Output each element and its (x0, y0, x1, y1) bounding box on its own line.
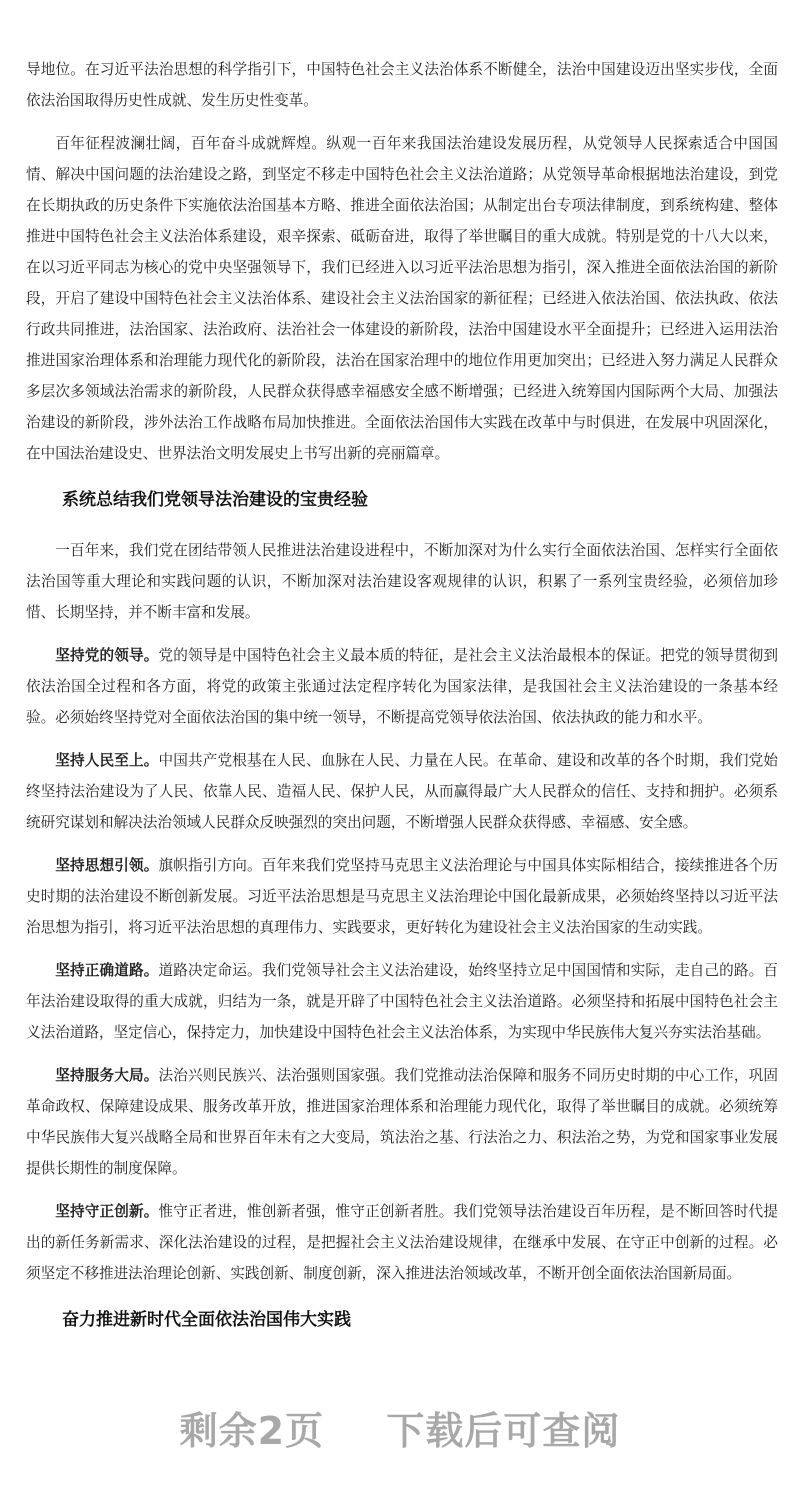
paragraph-lead: 坚持党的领导。 (55, 647, 159, 664)
download-to-view[interactable]: 下载后可查阅 (386, 1409, 621, 1453)
remaining-pages: 剩余2页 (179, 1409, 325, 1453)
download-prompt[interactable] (0, 1400, 800, 1455)
paragraph (26, 1060, 778, 1184)
paragraph-text: 法治兴则民族兴、法治强则国家强。我们党推动法治保障和服务不同历史时期的中心工作，巩固革命政权、保障建设成果、服务改革开放，推进国家治理体系和治理能力现代化，取得了举世瞩目的成就。必须统筹中华民族伟大复兴战略全局和世界百年未有之大变局，筑法治之基、行法治之力、积法治之势，为党和国家事业发展提供长期性的制度保障。 (26, 1067, 778, 1177)
paragraph-text: 道路决定命运。我们党领导社会主义法治建设，始终坚持立足中国国情和实际，走自己的路。百年法治建设取得的重大成就，归结为一条，就是开辟了中国特色社会主义法治道路。必须坚持和拓展中国特色社会主义法治道路，坚定信心，保持定力，加快建设中国特色社会主义法治体系，为实现中华民族伟大复兴夯实法治基础。 (26, 962, 778, 1041)
paragraph-lead: 坚持服务大局。 (55, 1067, 159, 1084)
paragraph (26, 850, 778, 943)
paragraph-lead: 坚持正确道路。 (55, 962, 159, 979)
paragraph (26, 640, 778, 733)
paragraph (26, 745, 778, 838)
document-body (26, 54, 778, 1355)
paragraph (26, 955, 778, 1048)
paragraph: 导地位。在习近平法治思想的科学指引下，中国特色社会主义法治体系不断健全，法治中国建设迈出坚实步伐，全面依法治国取得历史性成就、发生历史性变革。 (26, 61, 778, 109)
paragraph-lead: 坚持人民至上。 (55, 752, 159, 769)
paragraph (26, 1196, 778, 1289)
section-heading: 系统总结我们党领导法治建设的宝贵经验 (62, 490, 368, 510)
paragraph-lead: 坚持守正创新。 (55, 1203, 159, 1220)
paragraph: 一百年来，我们党在团结带领人民推进法治建设进程中，不断加深对为什么实行全面依法治国、怎样实行全面依法治国等重大理论和实践问题的认识，不断加深对法治建设客观规律的认识，积累了一系列宝贵经验，必须倍加珍惜、长期坚持，并不断丰富和发展。 (26, 542, 778, 621)
paragraph-text: 中国共产党根基在人民、血脉在人民、力量在人民。在革命、建设和改革的各个时期，我们党始终坚持法治建设为了人民、依靠人民、造福人民、保护人民，从而赢得最广大人民群众的信任、支持和拥护。必须系统研究谋划和解决法治领域人民群众反映强烈的突出问题，不断增强人民群众获得感、幸福感、安全感。 (26, 752, 778, 831)
paragraph-text: 旗帜指引方向。百年来我们党坚持马克思主义法治理论与中国具体实际相结合，接续推进各个历史时期的法治建设不断创新发展。习近平法治思想是马克思主义法治理论中国化最新成果，必须始终坚持以习近平法治思想为指引，将习近平法治思想的真理伟力、实践要求，更好转化为建设社会主义法治国家的生动实践。 (26, 857, 778, 936)
section-heading: 奋力推进新时代全面依法治国伟大实践 (62, 1310, 351, 1330)
paragraph-lead: 坚持思想引领。 (55, 857, 159, 874)
paragraph-text: 惟守正者进，惟创新者强，惟守正创新者胜。我们党领导法治建设百年历程，是不断回答时代提出的新任务新需求、深化法治建设的过程，是把握社会主义法治建设规律，在继承中发展、在守正中创新的过程。必须坚定不移推进法治理论创新、实践创新、制度创新，深入推进法治领域改革，不断开创全面依法治国新局面。 (26, 1203, 778, 1282)
paragraph-text: 党的领导是中国特色社会主义最本质的特征，是社会主义法治最根本的保证。把党的领导贯彻到依法治国全过程和各方面，将党的政策主张通过法定程序转化为国家法律，是我国社会主义法治建设的一条基本经验。必须始终坚持党对全面依法治国的集中统一领导，不断提高党领导依法治国、依法执政的能力和水平。 (26, 647, 778, 726)
paragraph: 百年征程波澜壮阔，百年奋斗成就辉煌。纵观一百年来我国法治建设发展历程，从党领导人民探索适合中国国情、解决中国问题的法治建设之路，到坚定不移走中国特色社会主义法治道路；从党领导革命根据地法治建设，到党在长期执政的历史条件下实施依法治国基本方略、推进全面依法治国；从制定出台专项法律制度，到系统构建、整体推进中国特色社会主义法治体系建设，艰辛探索、砥砺奋进，取得了举世瞩目的重大成就。特别是党的十八大以来，在以习近平同志为核心的党中央坚强领导下，我们已经进入以习近平法治思想为指引，深入推进全面依法治国的新阶段，开启了建设中国特色社会主义法治体系、建设社会主义法治国家的新征程；已经进入依法治国、依法执政、依法行政共同推进，法治国家、法治政府、法治社会一体建设的新阶段，法治中国建设水平全面提升；已经进入运用法治推进国家治理体系和治理能力现代化的新阶段，法治在国家治理中的地位作用更加突出；已经进入努力满足人民群众多层次多领域法治需求的新阶段，人民群众获得感幸福感安全感不断增强；已经进入统筹国内国际两个大局、加强法治建设的新阶段，涉外法治工作战略布局加快推进。全面依法治国伟大实践在改革中与时俱进，在发展中巩固深化，在中国法治建设史、世界法治文明发展史上书写出新的亮丽篇章。 (26, 135, 778, 462)
